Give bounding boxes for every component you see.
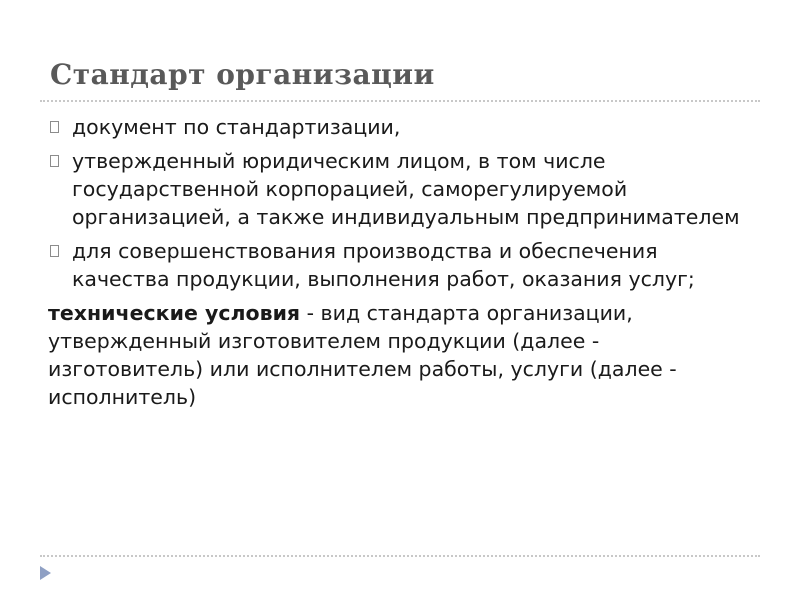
square-bullet-icon [50, 155, 59, 167]
definition-paragraph [48, 299, 753, 411]
slide-content [48, 113, 753, 411]
square-bullet-icon [50, 245, 59, 257]
bullet-item [48, 147, 753, 231]
definition-term: технические условия [48, 301, 301, 325]
bullet-text: документ по стандартизации, [72, 115, 401, 139]
bullet-text: для совершенствования производства и обеспечения качества продукции, выполнения работ, оказания услуг; [72, 239, 695, 291]
definition-text: - вид стандарта организации, утвержденный изготовителем продукции (далее - изготовитель) или исполнителем работы, услуги (далее - исполнитель) [48, 301, 677, 409]
slide-title: Стандарт организации [50, 58, 435, 91]
footer-divider [40, 555, 760, 557]
bullet-text: утвержденный юридическим лицом, в том числе государственной корпорацией, саморегулируемой организацией, а также индивидуальным предпринимателем [72, 149, 740, 229]
square-bullet-icon [50, 121, 59, 133]
play-arrow-icon[interactable] [40, 566, 51, 580]
bullet-item [48, 113, 753, 141]
bullet-item [48, 237, 753, 293]
title-divider [40, 100, 760, 102]
